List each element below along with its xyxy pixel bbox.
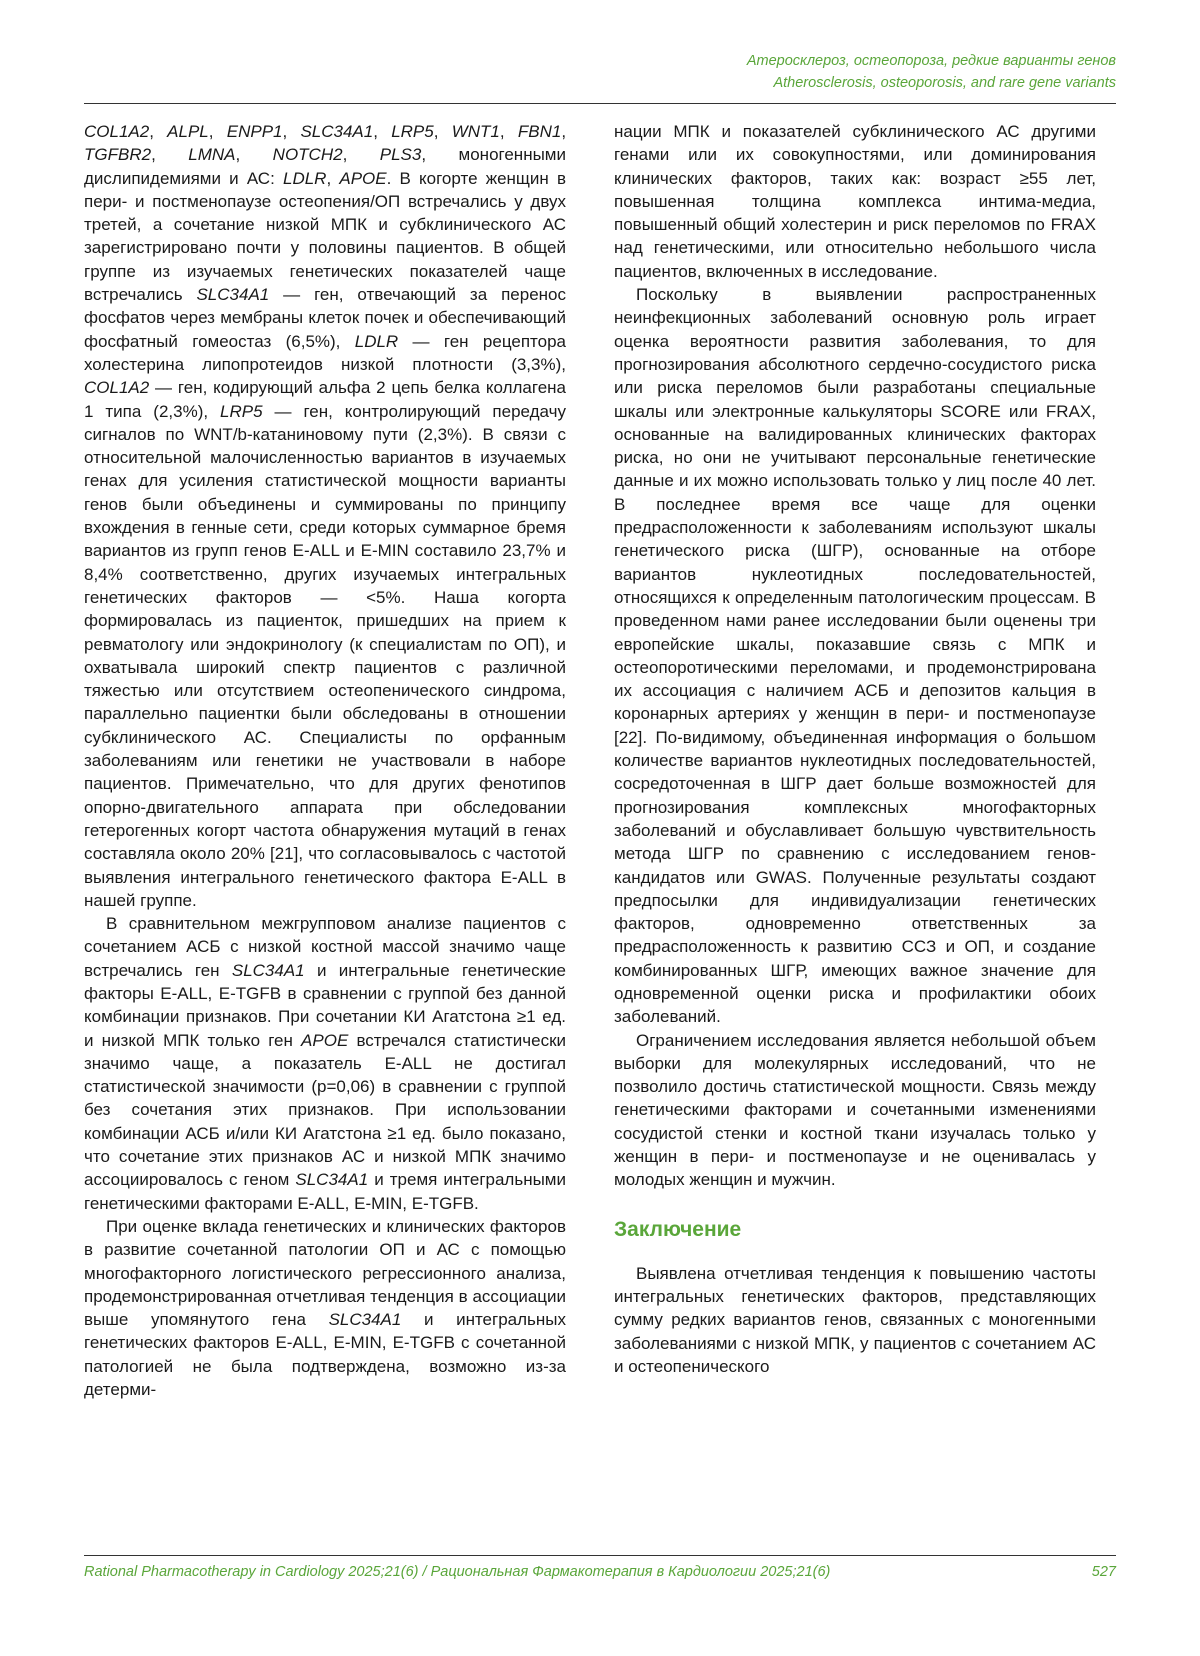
gene-symbol: APOE xyxy=(339,168,387,188)
gene-symbol: LDLR xyxy=(354,331,399,351)
gene-symbol: FBN1 xyxy=(517,122,562,141)
gene-symbol: SLC34A1 xyxy=(328,1310,402,1330)
gene-symbol: LRP5 xyxy=(220,401,263,421)
footer-journal-citation: Rational Pharmacotherapy in Cardiology 2025;21(6) / Рациональная Фармакотерапия в Кардиологии 2025;21(6) xyxy=(84,1564,831,1580)
header-title-ru: Атеросклероз, остеопороза, редкие варианты генов xyxy=(746,53,1116,69)
gene-symbol: TGFBR2 xyxy=(84,145,152,165)
gene-symbol: LDLR xyxy=(282,168,327,188)
gene-symbol: SLC34A1 xyxy=(300,122,374,141)
paragraph: При оценке вклада генетических и клинических факторов в развитие сочетанной патологии ОП и АС с помощью многофакторного логистического регрессионного анализа, продемонстрированная отчетливая тенденция в ассоциации выше упомянутого гена SLC34A1 и интегральных генетических факторов E-ALL, E-MIN, E-TGFB с сочетанной патологией не была подтверждена, возможно из-за детерми- xyxy=(84,1216,566,1400)
right-column xyxy=(614,120,1096,1378)
gene-symbol: LRP5 xyxy=(391,122,434,141)
gene-symbol: SLC34A1 xyxy=(295,1170,369,1190)
gene-symbol: LMNA xyxy=(188,145,236,165)
gene-symbol: SLC34A1 xyxy=(231,960,305,980)
footer-divider xyxy=(84,1555,1116,1556)
paragraph: нации МПК и показателей субклинического АС другими генами или их совокупностями, или доминирования клинических факторов, таких как: возраст ≥55 лет, повышенная толщина комплекса интима-медиа, повышенный общий холестерин и риск переломов по FRAX над генетическими, или относительно небольшого числа пациентов, включенных в исследование. xyxy=(614,122,1096,281)
header-divider xyxy=(84,103,1116,104)
paragraph: COL1A2, ALPL, ENPP1, SLC34A1, LRP5, WNT1, FBN1, TGFBR2, LMNA, NOTCH2, PLS3, моногенными дислипидемиями и АС: LDLR, APOE. В когорте женщин в пери- и постменопаузе остеопения/ОП встречались у двух третей, а сочетание низкой МПК и субклинического АС зарегистрировано почти у половины пациентов. В общей группе из изучаемых генетических показателей чаще встречались SLC34A1 — ген, отвечающий за перенос фосфатов через мембраны клеток почек и обеспечивающий фосфатный гомеостаз (6,5%), LDLR — ген рецептора холестерина липопротеидов низкой плотности (3,3%), COL1A2 — ген, кодирующий альфа 2 цепь белка коллагена 1 типа (2,3%), LRP5 — ген, контролирующий передачу сигналов по WNT/b-катаниновому пути (2,3%). В связи с относительной малочисленностью вариантов в изучаемых генах для усиления статистической мощности варианты генов были объединены и суммированы по принципу вхождения в генные сети, среди которых суммарное бремя вариантов из групп генов E-ALL и E-MIN составило 23,7% и 8,4% соответственно, других изучаемых интегральных генетических факторов — <5%. Наша когорта формировалась из пациенток, пришедших на прием к ревматологу или эндокринологу (к специалистам по ОП), и охватывала широкий спектр пациентов с различной тяжестью или отсутствием остеопенического синдрома, параллельно пациентки были обследованы в отношении субклинического АС. Специалисты по орфанным заболеваниям или генетики не участвовали в наборе пациентов. Примечательно, что для других фенотипов опорно-двигательного аппарата при обследовании гетерогенных когорт частота обнаружения мутаций в генах составляла около 20% [21], что согласовывалось с частотой выявления интегрального генетического фактора E-ALL в нашей группе. xyxy=(84,122,567,910)
gene-symbol: WNT1 xyxy=(451,122,500,141)
gene-symbol: ALPL xyxy=(167,122,209,141)
page-footer xyxy=(84,1562,1116,1582)
paragraph: Поскольку в выявлении распространенных неинфекционных заболеваний основную роль играет оценка вероятности развития заболевания, то для прогнозирования абсолютного сердечно-сосудистого риска или риска переломов были разработаны специальные шкалы или электронные калькуляторы SCORE или FRAX, основанные на валидированных клинических факторах риска, но они не учитывают персональные генетические данные и их можно использовать только у лиц после 40 лет. В последнее время все чаще для оценки предрасположенности к заболеваниям используют шкалы генетического риска (ШГР), основанные на отборе вариантов нуклеотидных последовательностей, относящихся к определенным патологическим процессам. В проведенном нами ранее исследовании были оценены три европейские шкалы, показавшие связь с МПК и остеопоротическими переломами, и продемонстрирована их ассоциация с наличием АСБ и депозитов кальция в коронарных артериях у женщин в пери- и постменопаузе [22]. По-видимому, объединенная информация о большом количестве вариантов нуклеотидных последовательностей, сосредоточенная в ШГР дает больше возможностей для прогнозирования комплексных многофакторных заболеваний и обуславливает большую чувствительность метода ШГР по сравнению с исследованием генов-кандидатов или GWAS. Полученные результаты создают предпосылки для индивидуализации генетических факторов, одновременно ответственных за предрасположенность к развитию ССЗ и ОП, и создание комбинированных ШГР, имеющих важное значение для одновременной оценки риска и профилактики обоих заболеваний. xyxy=(614,285,1096,1027)
paragraph: Ограничением исследования является небольшой объем выборки для молекулярных исследований, что не позволило достичь статистической мощности. Связь между генетическими факторами и сочетанными изменениями сосудистой стенки и костной ткани изучалась только у женщин в пери- и постменопаузе и не оценивалась у молодых женщин и мужчин. xyxy=(614,1030,1096,1190)
gene-symbol: PLS3 xyxy=(379,145,422,165)
paragraph: В сравнительном межгрупповом анализе пациентов с сочетанием АСБ с низкой костной массой значимо чаще встречались ген SLC34A1 и интегральные генетические факторы E-ALL, E-TGFB в сравнении с группой без данной комбинации признаков. При сочетании КИ Агатстона ≥1 ед. и низкой МПК только ген APOE встречался статистически значимо чаще, а показатель E-ALL не достигал статистической значимости (p=0,06) в сравнении с группой без сочетания этих признаков. При использовании комбинации АСБ и/или КИ Агатстона ≥1 ед. было показано, что сочетание этих признаков АС и низкой МПК значимо ассоциировалось с геном SLC34A1 и тремя интегральными генетическими факторами E-ALL, E-MIN, E-TGFB. xyxy=(84,914,567,1213)
gene-symbol: APOE xyxy=(301,1030,349,1050)
header-title-en: Atherosclerosis, osteoporosis, and rare gene variants xyxy=(773,75,1116,91)
running-header xyxy=(84,50,1116,94)
gene-symbol: COL1A2 xyxy=(84,122,150,141)
page-number: 527 xyxy=(1091,1564,1116,1580)
conclusion-paragraph: Выявлена отчетливая тенденция к повышению частоты интегральных генетических факторов, представляющих сумму редких вариантов генов, связанных с моногенными заболеваниями с низкой МПК, у пациентов с сочетанием АС и остеопенического xyxy=(614,1263,1096,1376)
gene-symbol: NOTCH2 xyxy=(272,145,343,165)
gene-symbol: SLC34A1 xyxy=(196,285,270,305)
gene-symbol: COL1A2 xyxy=(84,378,150,398)
section-heading-conclusion: Заключение xyxy=(614,1217,742,1241)
gene-symbol: ENPP1 xyxy=(226,122,283,141)
left-column xyxy=(84,120,566,1401)
